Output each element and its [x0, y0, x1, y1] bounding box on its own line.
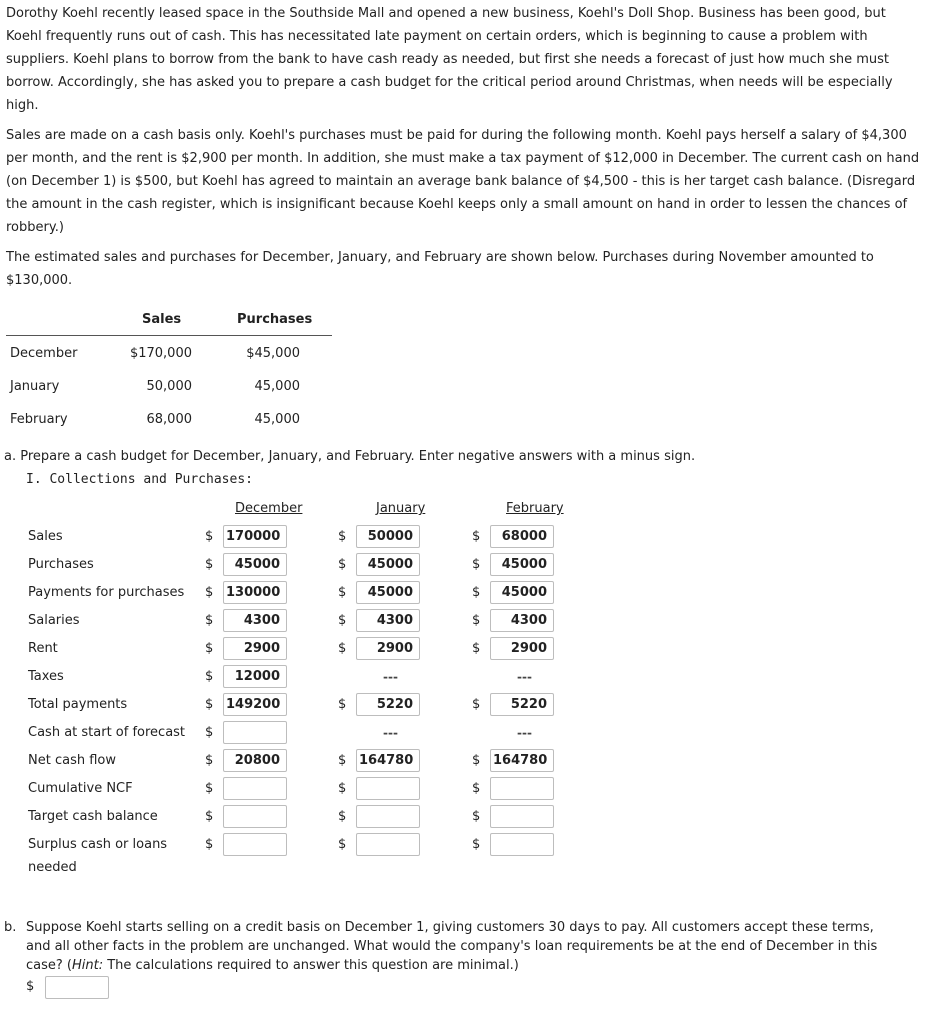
- salaries-january-input[interactable]: [356, 609, 420, 632]
- row-label-rent: Rent: [28, 641, 58, 656]
- table-divider: [6, 335, 332, 336]
- currency-symbol: $: [338, 781, 347, 796]
- purchases-february-input[interactable]: [490, 553, 554, 576]
- table-purchases-value: $45,000: [246, 346, 300, 361]
- intro-paragraph-3: The estimated sales and purchases for December, January, and February are shown below. Purchases during November amounted to $130,000.: [6, 250, 874, 288]
- cumulative-ncf-december-input[interactable]: [223, 777, 287, 800]
- currency-symbol: $: [472, 641, 481, 656]
- row-label-cumulative-ncf: Cumulative NCF: [28, 781, 133, 796]
- table-sales-value: 68,000: [146, 412, 192, 427]
- total-payments-january-input[interactable]: [356, 693, 420, 716]
- currency-symbol: $: [338, 753, 347, 768]
- not-applicable-dash: ---: [383, 726, 398, 740]
- currency-symbol: $: [338, 585, 347, 600]
- table-purchases-value: 45,000: [254, 379, 300, 394]
- row-label-total-payments: Total payments: [28, 697, 128, 712]
- net-cash-flow-december-input[interactable]: [223, 749, 287, 772]
- salaries-february-input[interactable]: [490, 609, 554, 632]
- purchases-header: Purchases: [237, 312, 313, 327]
- row-label-salaries: Salaries: [28, 613, 80, 628]
- column-header-february: February: [506, 501, 564, 516]
- currency-symbol: $: [205, 753, 214, 768]
- table-month: December: [10, 346, 78, 361]
- currency-symbol: $: [338, 641, 347, 656]
- target-cash-balance-january-input[interactable]: [356, 805, 420, 828]
- target-cash-balance-february-input[interactable]: [490, 805, 554, 828]
- currency-symbol: $: [205, 557, 214, 572]
- currency-symbol: $: [338, 809, 347, 824]
- table-sales-value: $170,000: [129, 346, 192, 361]
- row-label-taxes: Taxes: [28, 669, 64, 684]
- table-month: January: [10, 379, 60, 394]
- cumulative-ncf-february-input[interactable]: [490, 777, 554, 800]
- target-cash-balance-december-input[interactable]: [223, 805, 287, 828]
- column-header-december: December: [235, 501, 303, 516]
- currency-symbol: $: [338, 557, 347, 572]
- total-payments-december-input[interactable]: [223, 693, 287, 716]
- purchases-december-input[interactable]: [223, 553, 287, 576]
- currency-symbol: $: [205, 585, 214, 600]
- currency-symbol: $: [205, 837, 214, 852]
- currency-symbol: $: [205, 781, 214, 796]
- row-label-cash-at-start-of-forecast: Cash at start of forecast: [28, 725, 186, 740]
- table-sales-value: 50,000: [146, 379, 192, 394]
- currency-symbol: $: [472, 781, 481, 796]
- currency-symbol: $: [472, 613, 481, 628]
- row-label-surplus-cash-or-loans-needed: Surplus cash or loans needed: [28, 837, 168, 875]
- cash-at-start-of-forecast-december-input[interactable]: [223, 721, 287, 744]
- intro-paragraph-1: Dorothy Koehl recently leased space in the Southside Mall and opened a new business, Koehl's Doll Shop. Business has been good, but Koehl frequently runs out of cash. This has necessitated late payment on certain orders, which is beginning to cause a problem with suppliers. Koehl plans to borrow from the bank to have cash ready as needed, but first she needs a forecast of just how much she must borrow. Accordingly, she has asked you to prepare a cash budget for the critical period around Christmas, when needs will be especially high.: [6, 6, 893, 113]
- currency-symbol: $: [205, 725, 214, 740]
- payments-for-purchases-december-input[interactable]: [223, 581, 287, 604]
- sales-header: Sales: [142, 312, 182, 327]
- payments-for-purchases-february-input[interactable]: [490, 581, 554, 604]
- surplus-cash-or-loans-needed-december-input[interactable]: [223, 833, 287, 856]
- question-b-currency: $: [26, 979, 35, 994]
- question-b-text: [26, 918, 896, 975]
- currency-symbol: $: [205, 809, 214, 824]
- hint-label: Hint:: [72, 958, 104, 973]
- currency-symbol: $: [472, 753, 481, 768]
- salaries-december-input[interactable]: [223, 609, 287, 632]
- question-b-text-start: Suppose Koehl starts selling on a credit basis on December 1, giving customers 30 days to pay. All customers accept these terms, and all other facts in the problem are unchanged. What would the company's loan requirements be at the end of December in this case? (: [26, 920, 878, 973]
- currency-symbol: $: [338, 697, 347, 712]
- currency-symbol: $: [205, 669, 214, 684]
- rent-december-input[interactable]: [223, 637, 287, 660]
- sales-february-input[interactable]: [490, 525, 554, 548]
- currency-symbol: $: [338, 613, 347, 628]
- question-b-text-end: The calculations required to answer this question are minimal.): [103, 958, 519, 973]
- taxes-december-input[interactable]: [223, 665, 287, 688]
- net-cash-flow-february-input[interactable]: [490, 749, 554, 772]
- rent-january-input[interactable]: [356, 637, 420, 660]
- currency-symbol: $: [205, 529, 214, 544]
- question-b-number: b.: [4, 920, 17, 935]
- total-payments-february-input[interactable]: [490, 693, 554, 716]
- net-cash-flow-january-input[interactable]: [356, 749, 420, 772]
- row-label-payments-for-purchases: Payments for purchases: [28, 585, 185, 600]
- currency-symbol: $: [205, 641, 214, 656]
- not-applicable-dash: ---: [383, 670, 398, 684]
- currency-symbol: $: [205, 697, 214, 712]
- row-label-net-cash-flow: Net cash flow: [28, 753, 116, 768]
- question-a-text: a. Prepare a cash budget for December, January, and February. Enter negative answers with a minus sign.: [4, 449, 696, 464]
- table-purchases-value: 45,000: [254, 412, 300, 427]
- surplus-cash-or-loans-needed-february-input[interactable]: [490, 833, 554, 856]
- cumulative-ncf-january-input[interactable]: [356, 777, 420, 800]
- not-applicable-dash: ---: [517, 726, 532, 740]
- surplus-cash-or-loans-needed-january-input[interactable]: [356, 833, 420, 856]
- currency-symbol: $: [338, 837, 347, 852]
- currency-symbol: $: [472, 697, 481, 712]
- sales-january-input[interactable]: [356, 525, 420, 548]
- currency-symbol: $: [472, 809, 481, 824]
- column-header-january: January: [376, 501, 426, 516]
- currency-symbol: $: [472, 557, 481, 572]
- currency-symbol: $: [472, 837, 481, 852]
- currency-symbol: $: [472, 529, 481, 544]
- currency-symbol: $: [472, 585, 481, 600]
- question-b-answer-input[interactable]: [45, 976, 109, 999]
- currency-symbol: $: [338, 529, 347, 544]
- purchases-january-input[interactable]: [356, 553, 420, 576]
- rent-february-input[interactable]: [490, 637, 554, 660]
- currency-symbol: $: [205, 613, 214, 628]
- not-applicable-dash: ---: [517, 670, 532, 684]
- row-label-target-cash-balance: Target cash balance: [28, 809, 158, 824]
- collections-subheading: I. Collections and Purchases:: [26, 472, 253, 487]
- payments-for-purchases-january-input[interactable]: [356, 581, 420, 604]
- sales-december-input[interactable]: [223, 525, 287, 548]
- intro-paragraph-2: Sales are made on a cash basis only. Koehl's purchases must be paid for during the following month. Koehl pays herself a salary of $4,300 per month, and the rent is $2,900 per month. In addition, she must make a tax payment of $12,000 in December. The current cash on hand (on December 1) is $500, but Koehl has agreed to maintain an average bank balance of $4,500 - this is her target cash balance. (Disregard the amount in the cash register, which is insignificant because Koehl keeps only a small amount on hand in order to lessen the chances of robbery.): [6, 128, 920, 235]
- row-label-sales: Sales: [28, 529, 63, 544]
- row-label-purchases: Purchases: [28, 557, 94, 572]
- table-month: February: [10, 412, 68, 427]
